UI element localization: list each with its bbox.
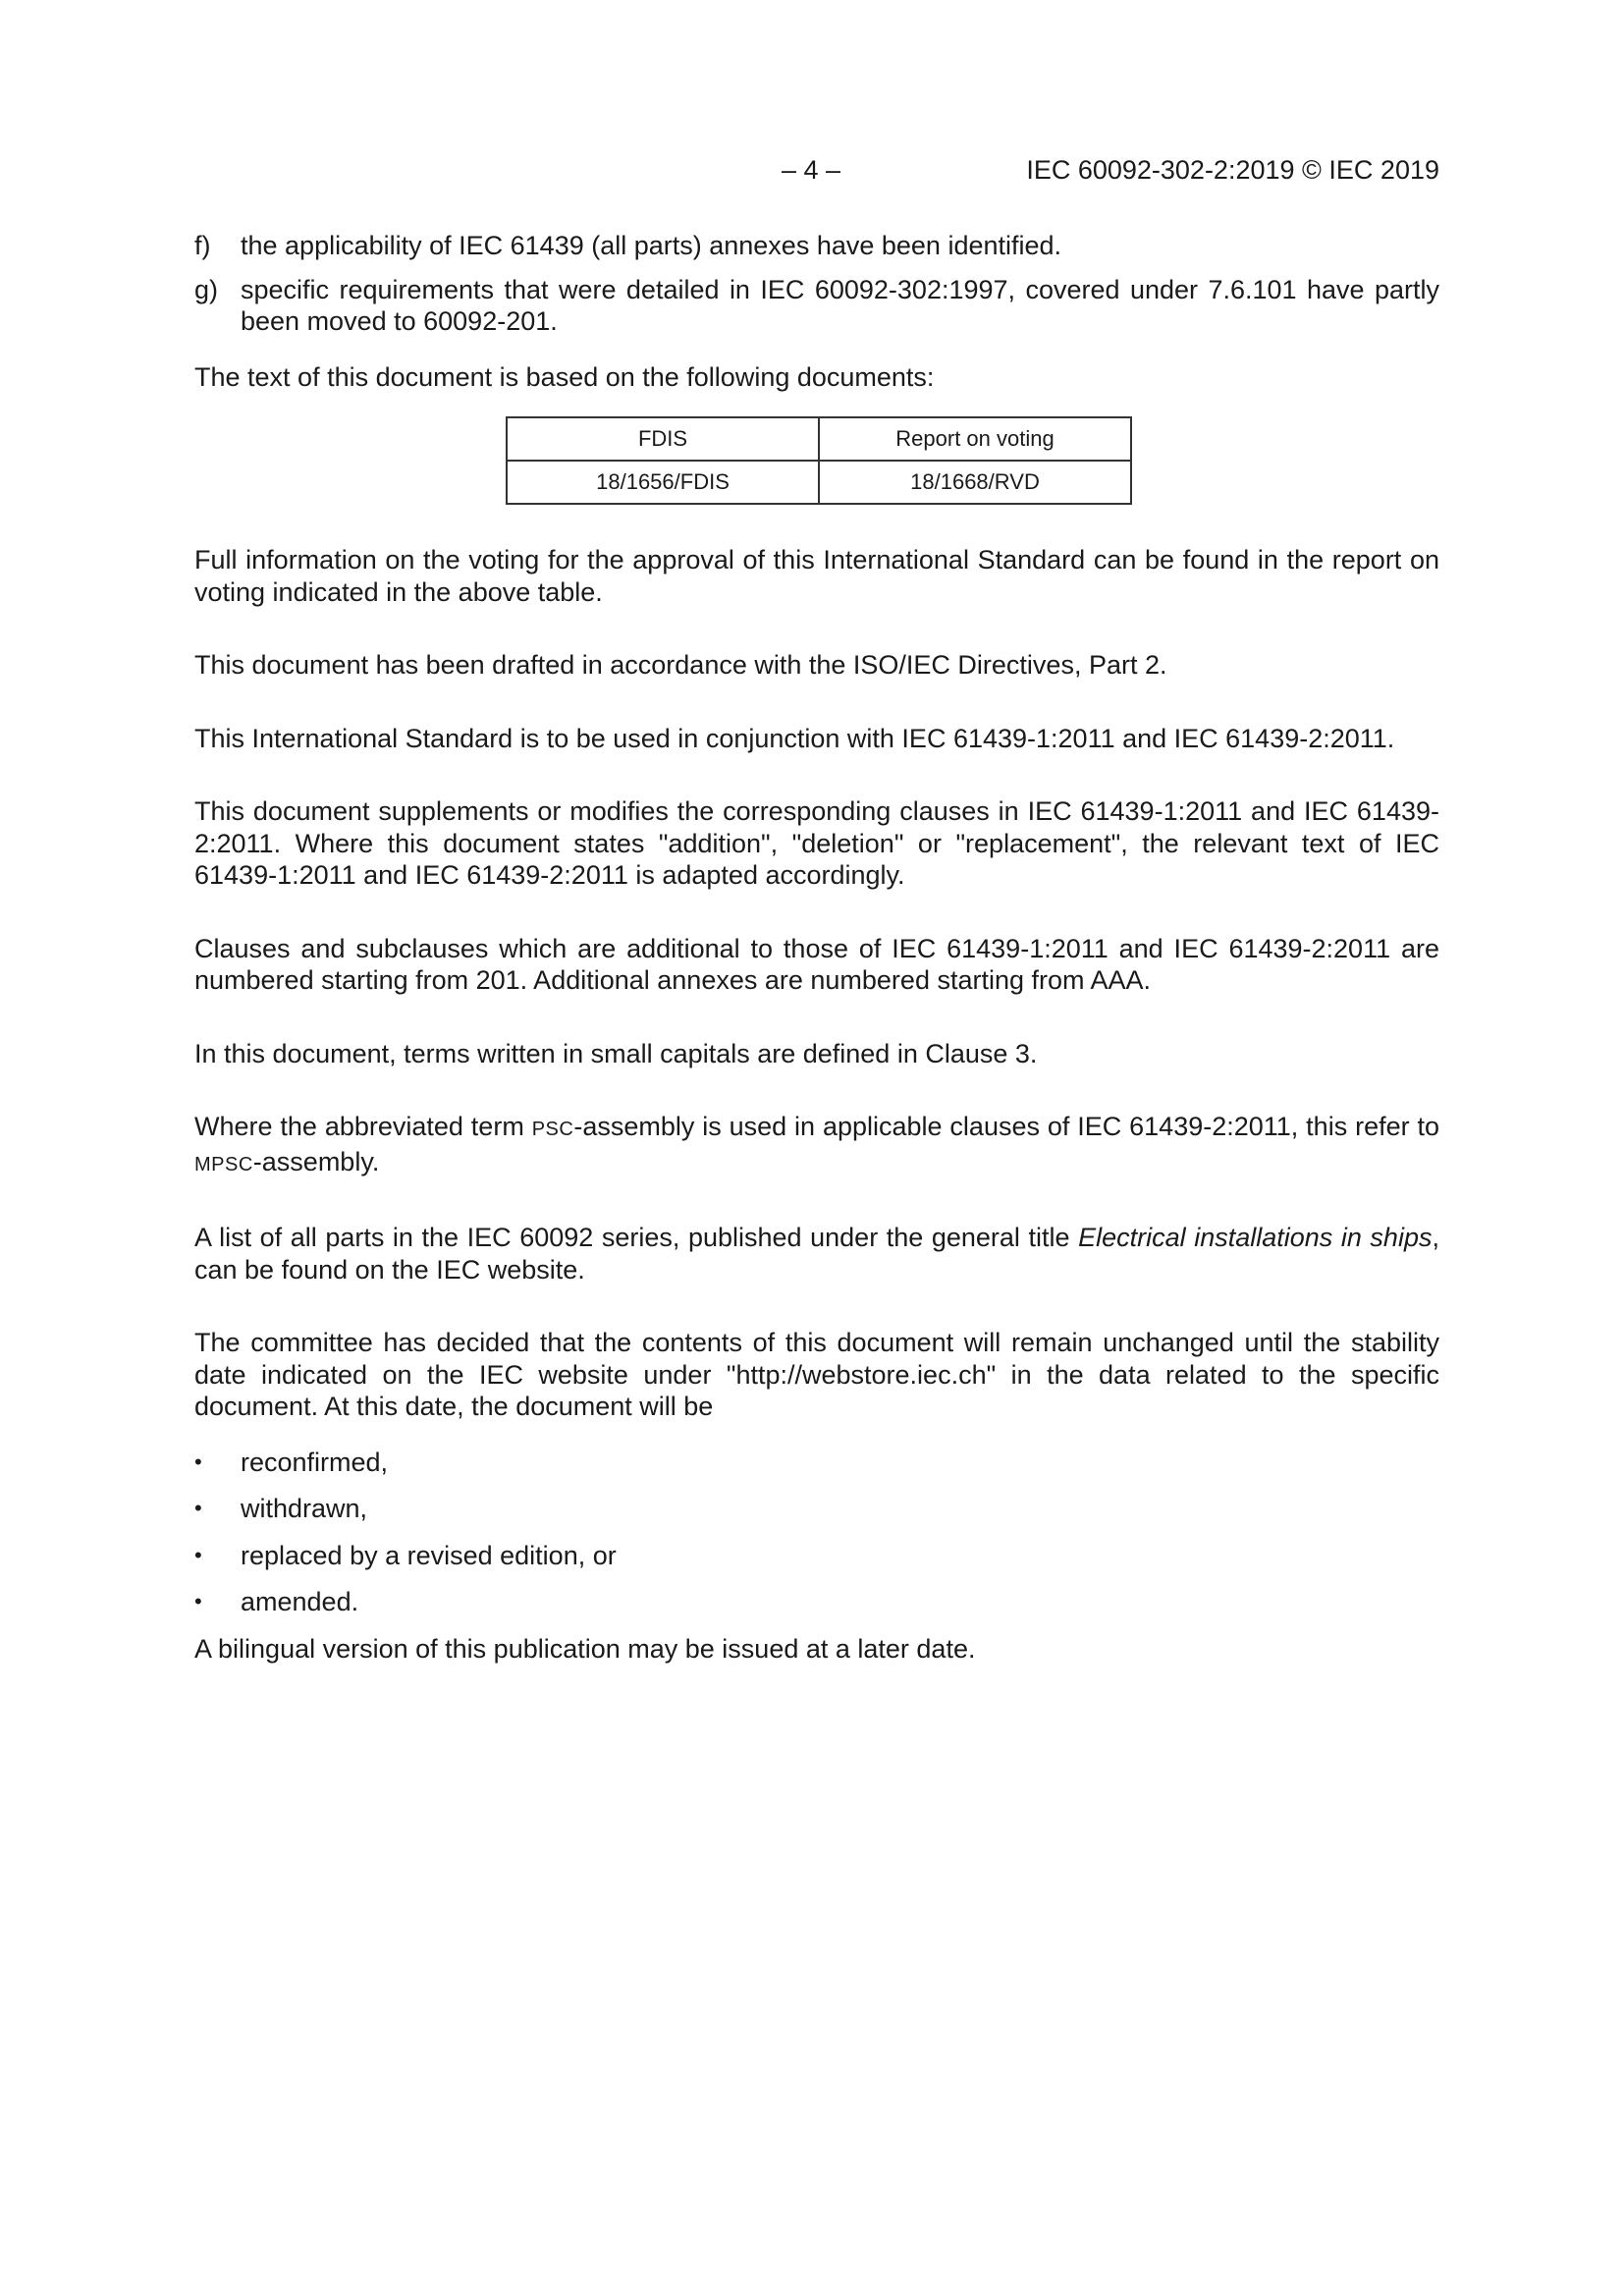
bullet-text: replaced by a revised edition, or <box>241 1540 617 1570</box>
voting-table <box>506 416 1132 505</box>
table-cell-rvd: 18/1668/RVD <box>819 461 1131 504</box>
abbreviation-paragraph <box>194 1111 1439 1180</box>
parts-title: Electrical installations in ships <box>1078 1223 1433 1252</box>
table-header-report: Report on voting <box>819 417 1131 461</box>
table-cell-fdis: 18/1656/FDIS <box>507 461 819 504</box>
bullet-text: withdrawn, <box>241 1494 368 1523</box>
conjunction-paragraph: This International Standard is to be used in conjunction with IEC 61439-1:2011 and IEC 61439-2:2011. <box>194 723 1395 753</box>
abbrev-term-mpsc: MPSC <box>194 1153 253 1175</box>
small-caps-paragraph: In this document, terms written in small capitals are defined in Clause 3. <box>194 1038 1038 1068</box>
page-number: – 4 – <box>782 155 841 185</box>
abbrev-text-1: Where the abbreviated term <box>194 1112 532 1141</box>
bullet-list <box>194 1447 1439 1618</box>
intro-paragraph: The text of this document is based on the following documents: <box>194 361 935 392</box>
table-header-fdis: FDIS <box>507 417 819 461</box>
abbrev-text-3: -assembly. <box>252 1146 380 1176</box>
page-header <box>194 155 1439 191</box>
list-marker: g) <box>194 274 219 304</box>
list-text: the applicability of IEC 61439 (all parts) annexes have been identified. <box>241 231 1062 260</box>
page-content <box>194 230 1439 1706</box>
list-item <box>194 1586 1439 1618</box>
supplements-paragraph: This document supplements or modifies the corresponding clauses in IEC 61439-1:2011 and IEC 61439-2:2011. Where this document states "addition", "deletion" or "replacement", the relevant text of IEC 61439-1:2011 and IEC 61439-2:2011 is adapted accordingly. <box>194 796 1439 890</box>
stability-paragraph: The committee has decided that the contents of this document will remain unchanged until the stability date indicated on the IEC website under "http://webstore.iec.ch" in the data related to the specific document. At this date, the document will be <box>194 1328 1439 1421</box>
parts-paragraph <box>194 1222 1439 1285</box>
list-item-f <box>194 230 1439 262</box>
document-id: IEC 60092-302-2:2019 © IEC 2019 <box>1026 155 1439 185</box>
parts-text-1: A list of all parts in the IEC 60092 series, published under the general title <box>194 1223 1079 1252</box>
bilingual-paragraph: A bilingual version of this publication may be issued at a later date. <box>194 1633 976 1664</box>
list-item <box>194 1447 1439 1479</box>
table-header-row <box>507 417 1131 461</box>
voting-info-paragraph: Full information on the voting for the approval of this International Standard can be found in the report on voting indicated in the above table. <box>194 545 1439 607</box>
bullet-icon: • <box>194 1542 202 1567</box>
bullet-icon: • <box>194 1449 202 1474</box>
clauses-paragraph: Clauses and subclauses which are additional to those of IEC 61439-1:2011 and IEC 61439-2:2011 are numbered starting from 201. Additional annexes are numbered starting from AAA. <box>194 933 1439 995</box>
list-text: specific requirements that were detailed in IEC 60092-302:1997, covered under 7.6.101 have partly been moved to 60092-201. <box>241 274 1439 336</box>
bullet-text: reconfirmed, <box>241 1447 389 1477</box>
bullet-text: amended. <box>241 1587 359 1616</box>
list-item <box>194 1540 1439 1572</box>
abbrev-term-psc: PSC <box>531 1119 574 1140</box>
table-row <box>507 461 1131 504</box>
bullet-icon: • <box>194 1496 202 1520</box>
list-marker: f) <box>194 231 211 260</box>
abbrev-text-2: -assembly is used in applicable clauses of IEC 61439-2:2011, this refer to <box>573 1112 1439 1141</box>
list-item <box>194 1493 1439 1525</box>
parts-text-2: , can be found on the IEC website. <box>194 1223 1439 1285</box>
bullet-icon: • <box>194 1589 202 1613</box>
directives-paragraph: This document has been drafted in accordance with the ISO/IEC Directives, Part 2. <box>194 650 1167 680</box>
list-item-g <box>194 274 1439 338</box>
